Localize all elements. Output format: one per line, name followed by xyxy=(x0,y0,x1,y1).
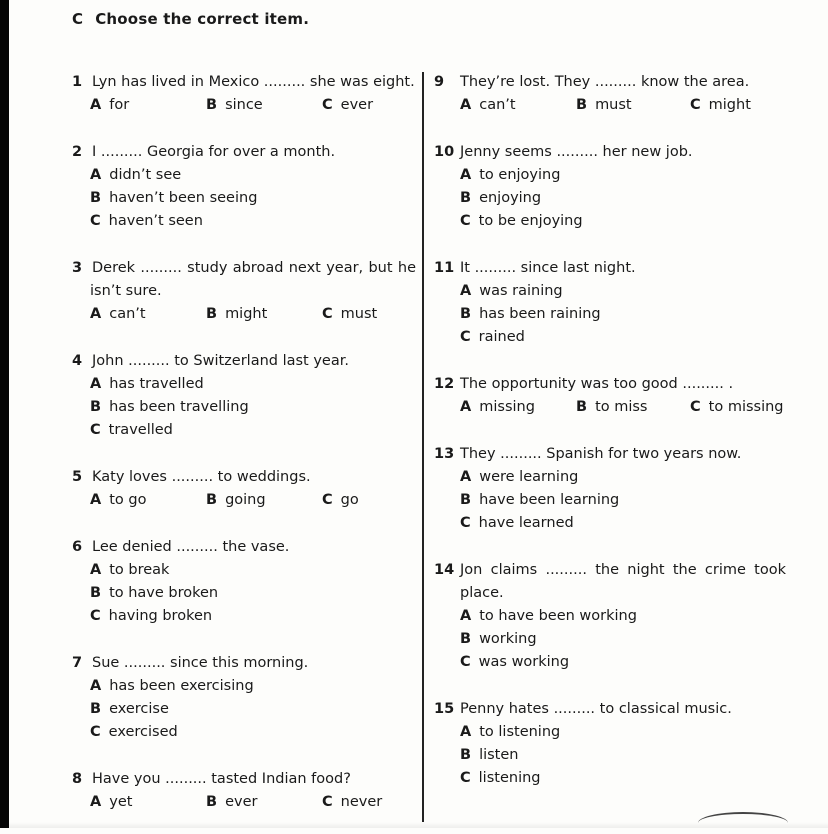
question-number: 14 xyxy=(434,562,455,578)
question-10 xyxy=(434,141,794,233)
question-stem: They ......... Spanish for two years now. xyxy=(460,446,742,462)
option-c[interactable]: C having broken xyxy=(90,608,213,624)
option-b[interactable]: B have been learning xyxy=(460,492,620,508)
question-number: 6 xyxy=(72,539,83,555)
option-a[interactable]: A can’t xyxy=(460,97,516,113)
question-stem: John ......... to Switzerland last year. xyxy=(92,353,349,369)
option-a[interactable]: A has travelled xyxy=(90,376,204,392)
question-number: 15 xyxy=(434,701,455,717)
question-12 xyxy=(434,373,794,419)
question-number: 2 xyxy=(72,144,83,160)
option-a[interactable]: A missing xyxy=(460,399,535,415)
question-stem-continued: place. xyxy=(460,585,504,601)
option-b[interactable]: B going xyxy=(206,492,266,508)
option-c[interactable]: C never xyxy=(322,794,383,810)
option-a[interactable]: A didn’t see xyxy=(90,167,182,183)
page-shadow xyxy=(9,822,828,828)
option-c[interactable]: C haven’t seen xyxy=(90,213,203,229)
option-a[interactable]: A has been exercising xyxy=(90,678,254,694)
question-stem: Jon claims ......... the night the crime took xyxy=(460,562,786,578)
option-a[interactable]: A to listening xyxy=(460,724,561,740)
option-c[interactable]: C exercised xyxy=(90,724,178,740)
scan-edge xyxy=(0,0,9,828)
column-divider xyxy=(422,72,424,822)
options-row xyxy=(72,489,412,512)
question-stem: Lyn has lived in Mexico ......... she was eight. xyxy=(92,74,415,90)
option-b[interactable]: B to have broken xyxy=(90,585,219,601)
option-b[interactable]: B listen xyxy=(460,747,519,763)
question-stem: Sue ......... since this morning. xyxy=(92,655,309,671)
option-c[interactable]: C travelled xyxy=(90,422,173,438)
question-number: 5 xyxy=(72,469,83,485)
question-stem: Jenny seems ......... her new job. xyxy=(460,144,693,160)
option-c[interactable]: C was working xyxy=(460,654,570,670)
question-number: 10 xyxy=(434,144,455,160)
exercise-heading xyxy=(72,10,309,28)
question-number: 9 xyxy=(434,74,445,90)
question-number: 12 xyxy=(434,376,455,392)
option-a[interactable]: A to go xyxy=(90,492,147,508)
question-stem: Have you ......... tasted Indian food? xyxy=(92,771,351,787)
question-11 xyxy=(434,257,794,349)
option-a[interactable]: A for xyxy=(90,97,130,113)
option-b[interactable]: B haven’t been seeing xyxy=(90,190,258,206)
option-c[interactable]: C rained xyxy=(460,329,525,345)
option-c[interactable]: C might xyxy=(690,97,751,113)
question-6 xyxy=(72,536,412,628)
question-7 xyxy=(72,652,412,744)
option-b[interactable]: B has been raining xyxy=(460,306,601,322)
option-b[interactable]: B enjoying xyxy=(460,190,542,206)
option-b[interactable]: B has been travelling xyxy=(90,399,249,415)
option-b[interactable]: B ever xyxy=(206,794,258,810)
option-b[interactable]: B exercise xyxy=(90,701,169,717)
question-stem: Penny hates ......... to classical music. xyxy=(460,701,732,717)
options-row xyxy=(72,303,416,326)
question-1 xyxy=(72,71,415,117)
exercise-title: Choose the correct item. xyxy=(95,10,310,28)
question-4 xyxy=(72,350,412,442)
question-stem: Derek ......... study abroad next year, but he xyxy=(92,260,416,276)
option-c[interactable]: C go xyxy=(322,492,359,508)
question-number: 4 xyxy=(72,353,83,369)
option-a[interactable]: A to have been working xyxy=(460,608,637,624)
question-stem-continued: isn’t sure. xyxy=(90,283,162,299)
option-a[interactable]: A to enjoying xyxy=(460,167,561,183)
question-8 xyxy=(72,768,412,814)
question-5 xyxy=(72,466,412,512)
option-c[interactable]: C to be enjoying xyxy=(460,213,583,229)
option-c[interactable]: C listening xyxy=(460,770,541,786)
question-3 xyxy=(72,257,416,326)
option-a[interactable]: A to break xyxy=(90,562,170,578)
option-a[interactable]: A were learning xyxy=(460,469,579,485)
question-stem: They’re lost. They ......... know the area. xyxy=(460,74,750,90)
option-c[interactable]: C to missing xyxy=(690,399,784,415)
question-stem: The opportunity was too good ......... . xyxy=(460,376,734,392)
question-number: 8 xyxy=(72,771,83,787)
question-stem: Katy loves ......... to weddings. xyxy=(92,469,311,485)
option-b[interactable]: B must xyxy=(576,97,632,113)
options-row xyxy=(434,396,794,419)
option-b[interactable]: B since xyxy=(206,97,263,113)
exercise-letter: C xyxy=(72,10,84,28)
options-row xyxy=(434,94,794,117)
option-b[interactable]: B might xyxy=(206,306,268,322)
option-c[interactable]: C have learned xyxy=(460,515,574,531)
question-stem: Lee denied ......... the vase. xyxy=(92,539,290,555)
options-row xyxy=(72,791,412,814)
option-b[interactable]: B to miss xyxy=(576,399,648,415)
question-13 xyxy=(434,443,794,535)
option-c[interactable]: C must xyxy=(322,306,378,322)
question-2 xyxy=(72,141,412,233)
question-number: 13 xyxy=(434,446,455,462)
question-number: 3 xyxy=(72,260,83,276)
question-14 xyxy=(434,559,786,674)
question-15 xyxy=(434,698,794,790)
question-stem: It ......... since last night. xyxy=(460,260,636,276)
option-c[interactable]: C ever xyxy=(322,97,374,113)
question-number: 11 xyxy=(434,260,455,276)
option-a[interactable]: A was raining xyxy=(460,283,563,299)
question-number: 1 xyxy=(72,74,83,90)
option-a[interactable]: A yet xyxy=(90,794,133,810)
option-a[interactable]: A can’t xyxy=(90,306,146,322)
question-number: 7 xyxy=(72,655,83,671)
question-stem: I ......... Georgia for over a month. xyxy=(92,144,336,160)
option-b[interactable]: B working xyxy=(460,631,537,647)
question-9 xyxy=(434,71,794,117)
options-row xyxy=(72,94,412,117)
